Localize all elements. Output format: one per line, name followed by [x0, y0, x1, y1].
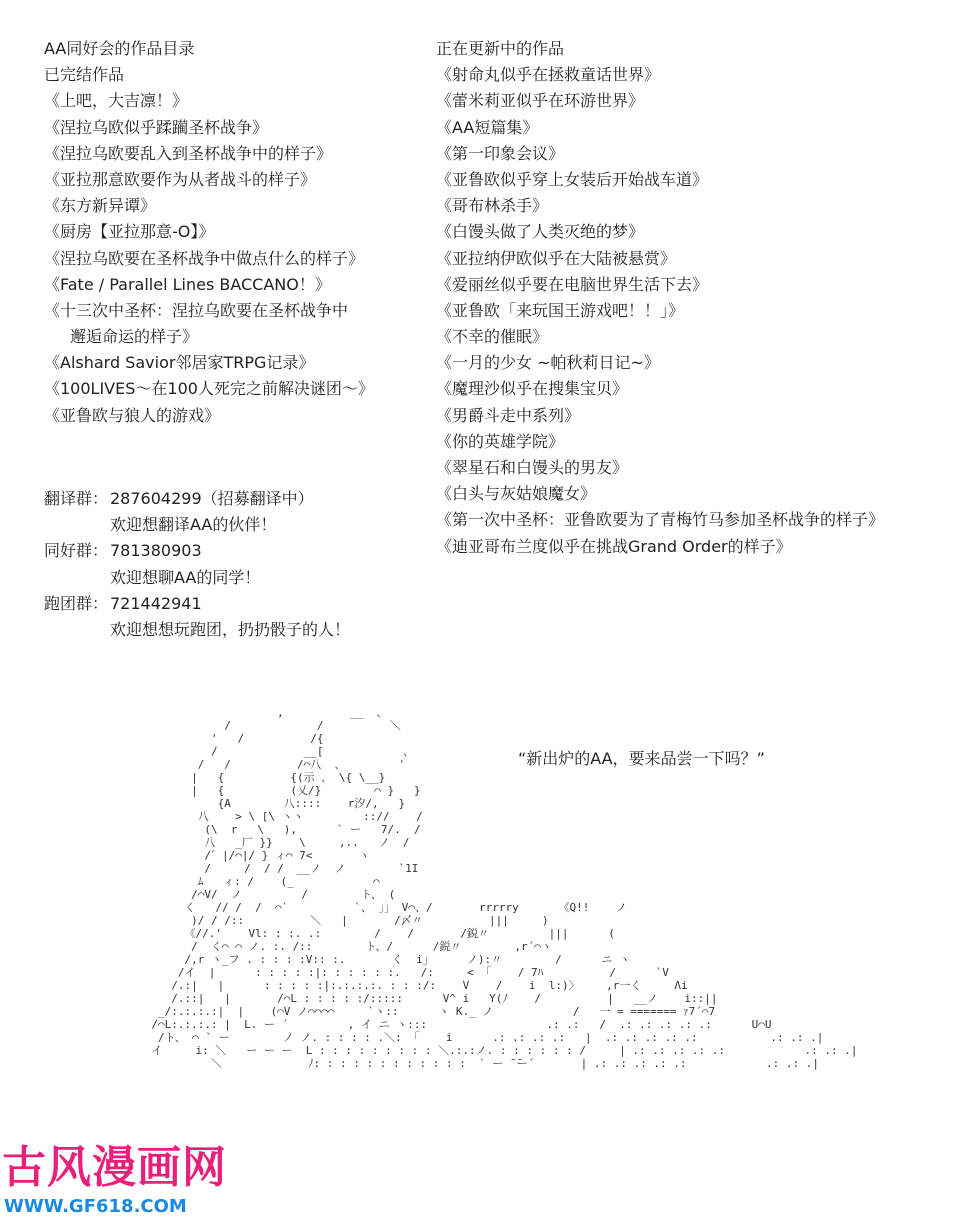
- ongoing-heading: 正在更新中的作品: [436, 39, 565, 58]
- site-watermark: [0, 1142, 270, 1224]
- group-note: 欢迎想翻译AA的伙伴！: [110, 515, 277, 535]
- ongoing-item[interactable]: 《白馒头做了人类灭绝的梦》: [436, 222, 645, 242]
- completed-item[interactable]: 《亚鲁欧与狼人的游戏》: [44, 405, 221, 425]
- ongoing-item[interactable]: 《第一印象会议》: [436, 143, 565, 163]
- ongoing-item[interactable]: 《第一次中圣杯：亚鲁欧要为了青梅竹马参加圣杯战争的样子》: [436, 510, 885, 530]
- group-note: 欢迎想聊AA的同学！: [110, 567, 261, 587]
- ongoing-item[interactable]: 《翠星石和白馒头的男友》: [436, 458, 629, 477]
- ongoing-item[interactable]: 《亚拉纳伊欧似乎在大陆被悬赏》: [436, 248, 677, 268]
- watermark-title: 古风漫画网: [2, 1142, 227, 1193]
- ongoing-item[interactable]: 《迪亚哥布兰度似乎在挑战Grand Order的样子》: [436, 536, 792, 556]
- speech-bubble-text: “新出炉的AA，要来品尝一下吗？”: [518, 749, 765, 768]
- ongoing-item[interactable]: 《男爵斗走中系列》: [436, 405, 581, 425]
- completed-item[interactable]: 《亚拉那意欧要作为从者战斗的样子》: [44, 169, 317, 189]
- ongoing-item[interactable]: 《魔理沙似乎在搜集宝贝》: [436, 379, 629, 399]
- group-number: 781380903: [110, 541, 202, 561]
- completed-item[interactable]: 《东方新异谭》: [44, 196, 157, 216]
- ongoing-works-column: [436, 36, 956, 560]
- ongoing-item[interactable]: 《蕾米莉亚似乎在环游世界》: [436, 91, 645, 111]
- watermark-url: WWW.GF618.COM: [4, 1196, 187, 1217]
- ongoing-item[interactable]: 《爱丽丝似乎要在电脑世界生活下去》: [436, 274, 709, 294]
- completed-item[interactable]: 《100LIVES～在100人死完之前解决谜团～》: [44, 379, 374, 399]
- group-label: 跑团群：: [44, 593, 109, 613]
- completed-item[interactable]: 《涅拉乌欧似乎蹂躏圣杯战争》: [44, 117, 269, 137]
- completed-item[interactable]: 《涅拉乌欧要乱入到圣杯战争中的样子》: [44, 143, 333, 163]
- completed-item[interactable]: 《Alshard Savior邻居家TRPG记录》: [44, 353, 315, 373]
- group-number: 721442941: [110, 593, 202, 613]
- ongoing-item[interactable]: 《AA短篇集》: [436, 117, 539, 137]
- ongoing-item[interactable]: 《一月的少女 ~帕秋莉日记~》: [436, 353, 660, 373]
- group-note: 欢迎想想玩跑团，扔扔骰子的人！: [110, 619, 351, 639]
- ongoing-item[interactable]: 《白头与灰姑娘魔女》: [436, 484, 597, 504]
- group-fans: [44, 538, 350, 590]
- completed-item[interactable]: 《十三次中圣杯：涅拉乌欧要在圣杯战争中: [44, 300, 349, 320]
- completed-item[interactable]: 《厨房【亚拉那意-O】》: [44, 222, 215, 242]
- completed-item[interactable]: 《涅拉乌欧要在圣杯战争中做点什么的样子》: [44, 248, 365, 268]
- group-trpg: [44, 591, 350, 643]
- group-label: 同好群：: [44, 541, 109, 561]
- completed-item-continuation[interactable]: 邂逅命运的样子》: [70, 327, 199, 347]
- completed-works-column: [44, 36, 444, 429]
- completed-heading: 已完结作品: [44, 65, 125, 85]
- catalog-title: AA同好会的作品目录: [44, 39, 195, 58]
- group-translation: [44, 486, 350, 538]
- ascii-art-illustration: , __ 、 / / ＼ ' / /{ / __[ 、 / / /⌒八 、 ' | { {(示 、 \{ \__} | { (乂/} ⌒ } } {A 八:::: r汐/, } 八 > \ [\ ヽヽ ::// / (\ r \ ), ` ー 7/. / 八 _厂 }} \ ,.. ノ / /゛|/⌒|/ } ィ⌒ 7< ヽ / / / / __ノ ノ `1I ﾑ ィ: / (_ ⌒ /⌒V/ ノ / ト、 ( く // / / ⌒` `、 」」 V⌒、/ rrrrry 《Q!! ノ )/ / /:: ＼ | /〆〃 ||| ) 《//.' Vl: : :. .: / / /鋭〃 ||| ( / く⌒ ⌒ ノ. :. /:: ト、/ /鋭〃 ,r´⌒ヽ /,r ヽ_フ . : : : :V:: :. く i」 ノ):〃 / ニ ヽ /イ | : : : : :|: : : : : :. /: < 「 / 7ﾊ / `V /.:| | : : : : :|:.:.:.:. : : :/: V / i l:)〉 ,r一く Λi /.::| | /⌒L : : : : :/::::: V^ i Y(ﾉ / | __ノ i::|| _/:.:.:.:| | (⌒V ノ⌒⌒⌒⌒ `ヽ:: ヽ K._ ノ / 一 = ======= ｧ7´⌒7 /⌒L:.:.:.: | L. ー ´ , イ ニ ヽ::: .: .: / .: .: .: .: .: U⌒U /ト、 ⌒ ` ー ノ ノ. : : : : .＼: 「 i .: .: .: .: | .: .: .: .: .: .: .: .| イ i: ＼ ー ー ー L : : : : : : : : : ＼.:.:ノ. : : : : : : / | .: .: .: .: .: .: .: .| ＼ ﾉ: : : : : : : : : : : : ` ー ̄ ̄ー´ | .: .: .: .: .: .: .: .|: [151, 706, 858, 1070]
- ongoing-item[interactable]: 《你的英雄学院》: [436, 431, 565, 451]
- ongoing-item[interactable]: 《不幸的催眠》: [436, 327, 549, 347]
- group-label: 翻译群：: [44, 489, 109, 508]
- ongoing-item[interactable]: 《亚鲁欧似乎穿上女装后开始战车道》: [436, 169, 709, 189]
- completed-item[interactable]: 《上吧，大吉凛！》: [44, 91, 189, 111]
- ongoing-item[interactable]: 《射命丸似乎在拯救童话世界》: [436, 65, 661, 85]
- ongoing-item[interactable]: 《亚鲁欧「来玩国王游戏吧！！」》: [436, 300, 685, 320]
- group-contacts: [44, 486, 350, 643]
- ongoing-item[interactable]: 《哥布林杀手》: [436, 196, 549, 216]
- group-number: 287604299（招募翻译中）: [110, 489, 314, 508]
- completed-item[interactable]: 《Fate / Parallel Lines BACCANO！》: [44, 274, 331, 294]
